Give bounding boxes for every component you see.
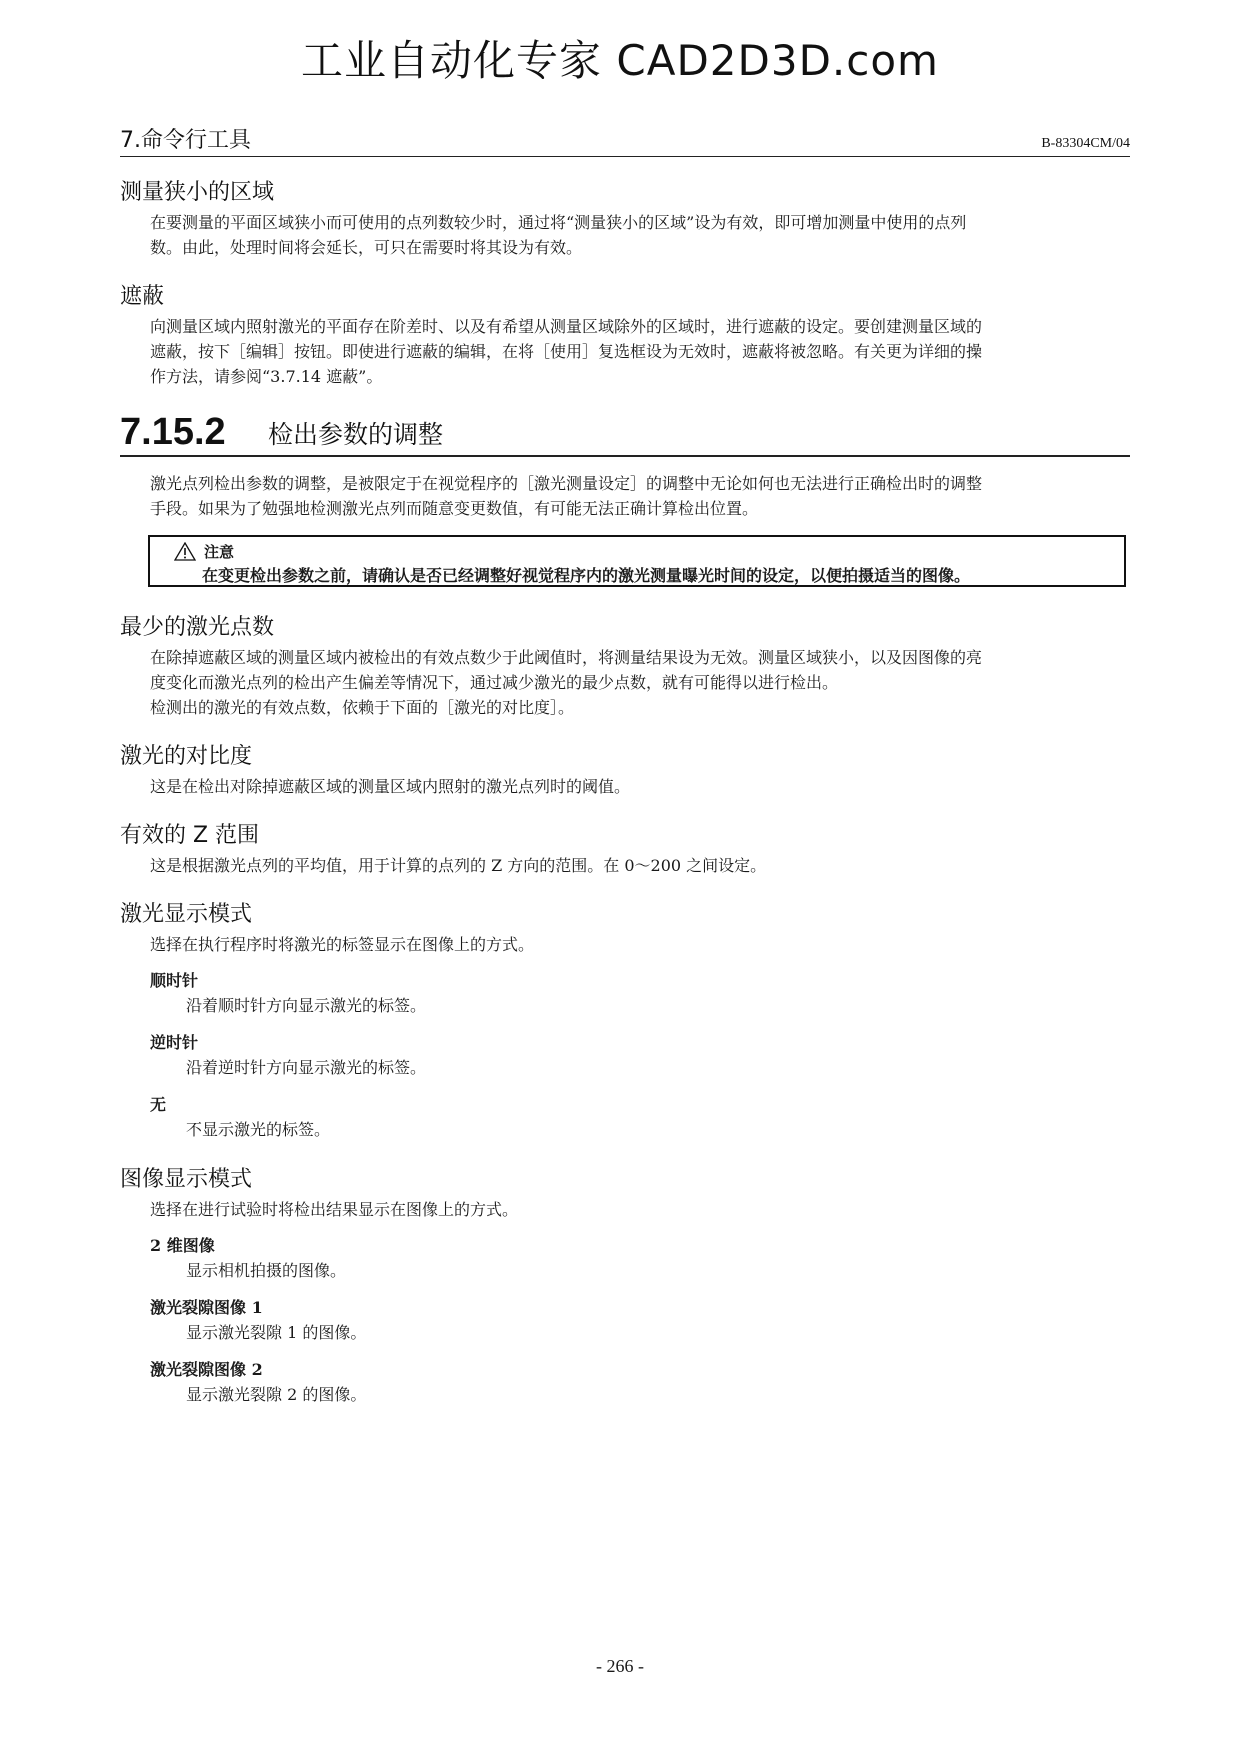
caution-label: 注意 — [204, 543, 235, 561]
option-desc: 显示相机拍摄的图像。 — [186, 1261, 347, 1280]
heading-image-display-mode: 图像显示模式 — [120, 1167, 253, 1192]
heading-z-range: 有效的 Z 范围 — [120, 823, 260, 848]
option-desc: 沿着顺时针方向显示激光的标签。 — [186, 996, 427, 1015]
site-banner: 工业自动化专家 CAD2D3D.com — [301, 36, 939, 85]
intro-paragraph — [120, 471, 1130, 521]
section-title: 检出参数的调整 — [268, 420, 444, 449]
option-none: 无 — [150, 1095, 167, 1114]
chapter-title: 7.命令行工具 — [120, 128, 251, 153]
option-counterclockwise: 逆时针 — [150, 1033, 199, 1052]
section-laser-contrast — [120, 740, 1130, 799]
paragraph-line: 这是在检出对除掉遮蔽区域的测量区域内照射的激光点列时的阈值。 — [150, 777, 631, 796]
paragraph-line: 手段。如果为了勉强地检测激光点列而随意变更数值，有可能无法正确计算检出位置。 — [150, 499, 759, 518]
page-content — [120, 176, 1130, 1428]
option-clockwise: 顺时针 — [150, 971, 199, 990]
heading-laser-contrast: 激光的对比度 — [120, 744, 253, 769]
paragraph-line: 这是根据激光点列的平均值，用于计算的点列的 Z 方向的范围。在 0～200 之间设定。 — [150, 856, 767, 875]
caution-box — [148, 535, 1126, 587]
paragraph-line: 数。由此，处理时间将会延长，可只在需要时将其设为有效。 — [150, 238, 583, 257]
section-heading — [120, 409, 1130, 457]
option-desc: 显示激光裂隙 2 的图像。 — [186, 1385, 367, 1404]
option-laser-slit-image-1: 激光裂隙图像 1 — [150, 1298, 263, 1317]
warning-icon — [174, 542, 196, 561]
caution-text: 在变更检出参数之前，请确认是否已经调整好视觉程序内的激光测量曝光时间的设定，以便拍摄适当的图像。 — [202, 566, 971, 585]
paragraph-line: 作方法，请参阅“3.7.14 遮蔽”。 — [150, 367, 383, 386]
option-2d-image: 2 维图像 — [150, 1236, 215, 1255]
heading-min-laser-points: 最少的激光点数 — [120, 615, 275, 640]
section-min-laser-points — [120, 611, 1130, 720]
paragraph-line: 在要测量的平面区域狭小而可使用的点列数较少时，通过将“测量狭小的区域”设为有效，即可增加测量中使用的点列 — [150, 213, 967, 232]
document-number: B-83304CM/04 — [1041, 136, 1130, 151]
paragraph-line: 在除掉遮蔽区域的测量区域内被检出的有效点数少于此阈值时，将测量结果设为无效。测量区域狭小，以及因图像的亮 — [150, 648, 983, 667]
option-laser-slit-image-2: 激光裂隙图像 2 — [150, 1360, 263, 1379]
paragraph-line: 向测量区域内照射激光的平面存在阶差时、以及有希望从测量区域除外的区域时，进行遮蔽的设定。要创建测量区域的 — [150, 317, 983, 336]
heading-mask: 遮蔽 — [120, 284, 165, 309]
caution-title — [174, 541, 234, 562]
page-header — [120, 126, 1130, 157]
section-laser-display-mode — [120, 898, 1130, 1143]
heading-laser-display-mode: 激光显示模式 — [120, 902, 253, 927]
paragraph-line: 检测出的激光的有效点数，依赖于下面的［激光的对比度］。 — [150, 698, 575, 717]
paragraph-line: 激光点列检出参数的调整，是被限定于在视觉程序的［激光测量设定］的调整中无论如何也无法进行正确检出时的调整 — [150, 474, 983, 493]
section-number: 7.15.2 — [120, 411, 226, 453]
option-desc: 不显示激光的标签。 — [186, 1120, 331, 1139]
section-narrow-area — [120, 176, 1130, 260]
option-desc: 显示激光裂隙 1 的图像。 — [186, 1323, 367, 1342]
paragraph-line: 遮蔽，按下［编辑］按钮。即使进行遮蔽的编辑，在将［使用］复选框设为无效时，遮蔽将被忽略。有关更为详细的操 — [150, 342, 983, 361]
paragraph-line: 选择在执行程序时将激光的标签显示在图像上的方式。 — [150, 935, 535, 954]
section-mask — [120, 280, 1130, 389]
page-number: - 266 - — [596, 1656, 644, 1676]
option-desc: 沿着逆时针方向显示激光的标签。 — [186, 1058, 427, 1077]
section-image-display-mode — [120, 1163, 1130, 1408]
paragraph-line: 选择在进行试验时将检出结果显示在图像上的方式。 — [150, 1200, 519, 1219]
paragraph-line: 度变化而激光点列的检出产生偏差等情况下，通过减少激光的最少点数，就有可能得以进行检出。 — [150, 673, 839, 692]
heading-narrow-area: 测量狭小的区域 — [120, 180, 275, 205]
section-z-range — [120, 819, 1130, 878]
